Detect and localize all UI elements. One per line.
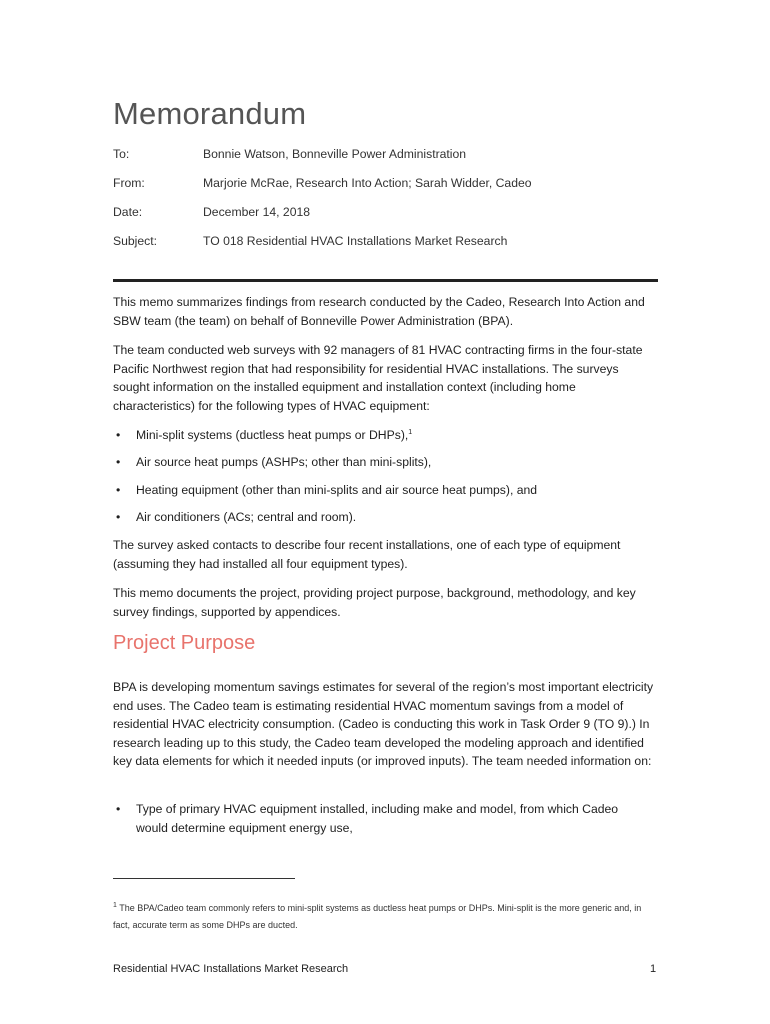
bullet-text: Heating equipment (other than mini-splits and air source heat pumps), and	[136, 483, 538, 497]
bullet-icon: •	[116, 802, 121, 816]
footnote-text: The BPA/Cadeo team commonly refers to mini-split systems as ductless heat pumps or DHPs. Mini-split is the more generic and, in fact, accurate term as some DHPs are ducted.	[113, 903, 642, 930]
header-label-subject: Subject:	[113, 234, 158, 248]
survey-contacts-paragraph: The survey asked contacts to describe four recent installations, one of each type of equipment (assuming they had installed all four equipment types).	[113, 538, 621, 571]
survey-paragraph: The team conducted web surveys with 92 managers of 81 HVAC contracting firms in the four-state Pacific Northwest region that had responsibility for residential HVAC installations. The surveys sought information on the installed equipment and installation context (including home characteristics) for the following types of HVAC equipment:	[113, 343, 643, 413]
footnote	[113, 900, 658, 934]
page-number: 1	[650, 963, 657, 975]
bullet-icon: •	[116, 510, 121, 524]
bullet-icon: •	[116, 455, 121, 469]
bullet-text: Air conditioners (ACs; central and room).	[136, 510, 357, 524]
footnote-number: 1	[113, 902, 117, 909]
header-value-date: December 14, 2018	[203, 205, 311, 219]
footnote-divider	[113, 878, 295, 879]
header-divider	[113, 279, 658, 282]
bullet-text: Air source heat pumps (ASHPs; other than mini-splits),	[136, 455, 432, 469]
bullet-icon: •	[116, 428, 121, 442]
section-heading: Project Purpose	[113, 632, 256, 654]
header-label-date: Date:	[113, 205, 143, 219]
footer-title: Residential HVAC Installations Market Research	[113, 963, 349, 975]
bullet-text: Mini-split systems (ductless heat pumps or DHPs),	[136, 428, 409, 442]
bullet-text: Type of primary HVAC equipment installed, including make and model, from which Cadeo would determine equipment energy use,	[136, 802, 619, 835]
header-value-subject: TO 018 Residential HVAC Installations Market Research	[203, 234, 508, 248]
footnote-ref[interactable]: 1	[408, 428, 413, 436]
memo-title: Memorandum	[113, 96, 307, 131]
header-value-to: Bonnie Watson, Bonneville Power Administration	[203, 147, 467, 161]
header-label-from: From:	[113, 176, 145, 190]
header-label-to: To:	[113, 147, 130, 161]
memo-scope-paragraph: This memo documents the project, providing project purpose, background, methodology, and key survey findings, supported by appendices.	[113, 586, 636, 619]
intro-paragraph: This memo summarizes findings from research conducted by the Cadeo, Research Into Action and SBW team (the team) on behalf of Bonneville Power Administration (BPA).	[113, 295, 645, 328]
bullet-icon: •	[116, 483, 121, 497]
header-value-from: Marjorie McRae, Research Into Action; Sarah Widder, Cadeo	[203, 176, 532, 190]
purpose-paragraph: BPA is developing momentum savings estimates for several of the region’s most important electricity end uses. The Cadeo team is estimating residential HVAC momentum savings from a model of residential HVAC electricity consumption. (Cadeo is conducting this work in Task Order 9 (TO 9).) In research leading up to this study, the Cadeo team developed the modeling approach and identified key data elements for which it needed inputs (or improved inputs). The team needed information on:	[113, 680, 654, 769]
